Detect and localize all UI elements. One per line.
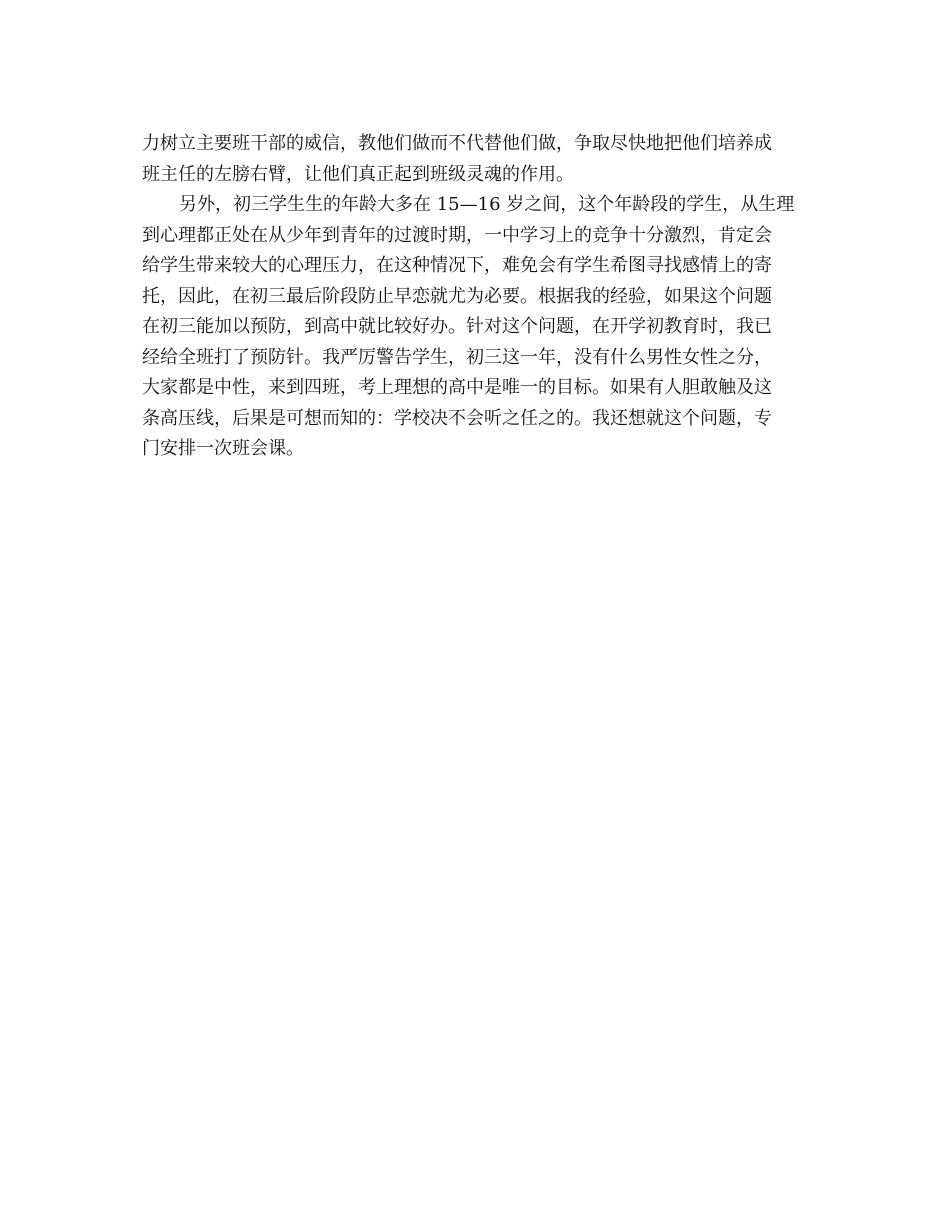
paragraph-line: 力树立主要班干部的威信，教他们做而不代替他们做，争取尽快地把他们培养成 [142,133,772,154]
paragraph-line: 大家都是中性，来到四班，考上理想的高中是唯一的目标。如果有人胆敢触及这 [142,377,772,398]
paragraph-line: 另外，初三学生生的年龄大多在 15—16 岁之间，这个年龄段的学生，从生理 [179,194,795,215]
paragraph-2 [142,190,812,465]
paragraph-line: 给学生带来较大的心理压力，在这种情况下，难免会有学生希图寻找感情上的寄 [142,255,772,276]
paragraph-line: 条高压线，后果是可想而知的：学校决不会听之任之的。我还想就这个问题，专 [142,407,772,429]
paragraph-line: 班主任的左膀右臂，让他们真正起到班级灵魂的作用。 [142,163,574,185]
paragraph-1 [142,129,812,190]
paragraph-line: 在初三能加以预防，到高中就比较好办。针对这个问题，在开学初教育时，我已 [142,316,772,337]
paragraph-line: 托，因此，在初三最后阶段防止早恋就尤为必要。根据我的经验，如果这个问题 [142,285,772,307]
document-body [142,129,812,465]
paragraph-line: 到心理都正处在从少年到青年的过渡时期，一中学习上的竞争十分激烈，肯定会 [142,224,772,246]
paragraph-line: 门安排一次班会课。 [142,438,304,459]
paragraph-line: 经给全班打了预防针。我严厉警告学生，初三这一年，没有什么男性女性之分， [142,346,772,368]
